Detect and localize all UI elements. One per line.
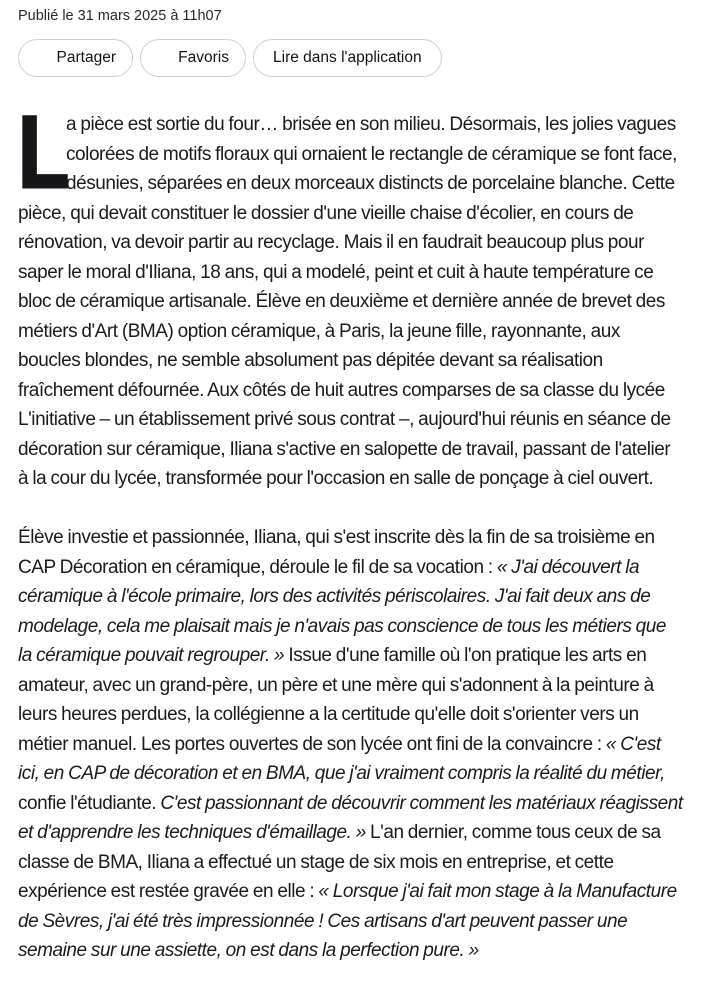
paragraph-2-quote: « J'ai découvert la céramique à l'école primaire, lors des activités périscolaires. J'ai fait deux ans de modelage, cela me plaisait mais je n'avais pas conscience de tous les métiers que la céramique pouvait regrouper. » xyxy=(18,556,666,666)
paragraph-2-quote: « Lorsque j'ai fait mon stage à la Manufacture de Sèvres, j'ai été très impressionnée ! Ces artisans d'art peuvent passer une semaine sur une assiette, on est dans la perfection pure. » xyxy=(18,881,677,961)
paragraph-2-quote: « C'est ici, en CAP de décoration et en BMA, que j'ai vraiment compris la réalité du métier, xyxy=(18,733,665,784)
paragraph-2-segment: Élève investie et passionnée, Iliana, qui s'est inscrite dès la fin de sa troisième en CAP Décoration en céramique, déroule le fil de sa vocation : xyxy=(18,527,655,578)
drop-cap: L xyxy=(18,95,70,209)
share-button[interactable]: Partager xyxy=(18,39,133,77)
paragraph-2-segment: confie l'étudiante. xyxy=(18,792,161,814)
paragraph-2 xyxy=(18,523,683,966)
paragraph-2-segment: Issue d'une famille où l'on pratique les arts en amateur, avec un grand-père, un père et une mère qui s'adonnent à la peinture à leurs heures perdues, la collégienne a la certitude qu'elle doit s'orienter vers un métier manuel. Les portes ouvertes de son lycée ont fini de la convaincre : xyxy=(18,645,654,755)
publish-date: Publié le 31 mars 2025 à 11h07 xyxy=(18,8,222,24)
paragraph-2-quote: C'est passionnant de découvrir comment les matériaux réagissent et d'apprendre les techniques d'émaillage. » xyxy=(18,792,683,843)
article-action-bar xyxy=(18,39,683,77)
favorites-button[interactable]: Favoris xyxy=(140,39,246,77)
paragraph-1 xyxy=(18,95,683,494)
paragraph-2-segment: L'an dernier, comme tous ceux de sa classe de BMA, Iliana a effectué un stage de six mois en entreprise, et cette expérience est restée gravée en elle : xyxy=(18,822,661,902)
article-body xyxy=(18,95,683,966)
read-in-app-button[interactable]: Lire dans l'application xyxy=(253,39,442,77)
paragraph-1-text: a pièce est sortie du four… brisée en son milieu. Désormais, les jolies vagues colorées de motifs floraux qui ornaient le rectangle de céramique se font face, désunies, séparées en deux morceaux distincts de porcelaine blanche. Cette pièce, qui devait constituer le dossier d'une vieille chaise d'écolier, en cours de rénovation, va devoir partir au recyclage. Mais il en faudrait beaucoup plus pour saper le moral d'Iliana, 18 ans, qui a modelé, peint et cuit à haute température ce bloc de céramique artisanale. Élève en deuxième et dernière année de brevet des métiers d'Art (BMA) option céramique, à Paris, la jeune fille, rayonnante, aux boucles blondes, ne semble absolument pas dépitée devant sa réalisation fraîchement défournée. Aux côtés de huit autres comparses de sa classe du lycée L'initiative – un établissement privé sous contrat –, aujourd'hui réunis en séance de décoration sur céramique, Iliana s'active en salopette de travail, passant de l'atelier à la cour du lycée, transformée pour l'occasion en salle de ponçage à ciel ouvert. xyxy=(18,114,678,489)
